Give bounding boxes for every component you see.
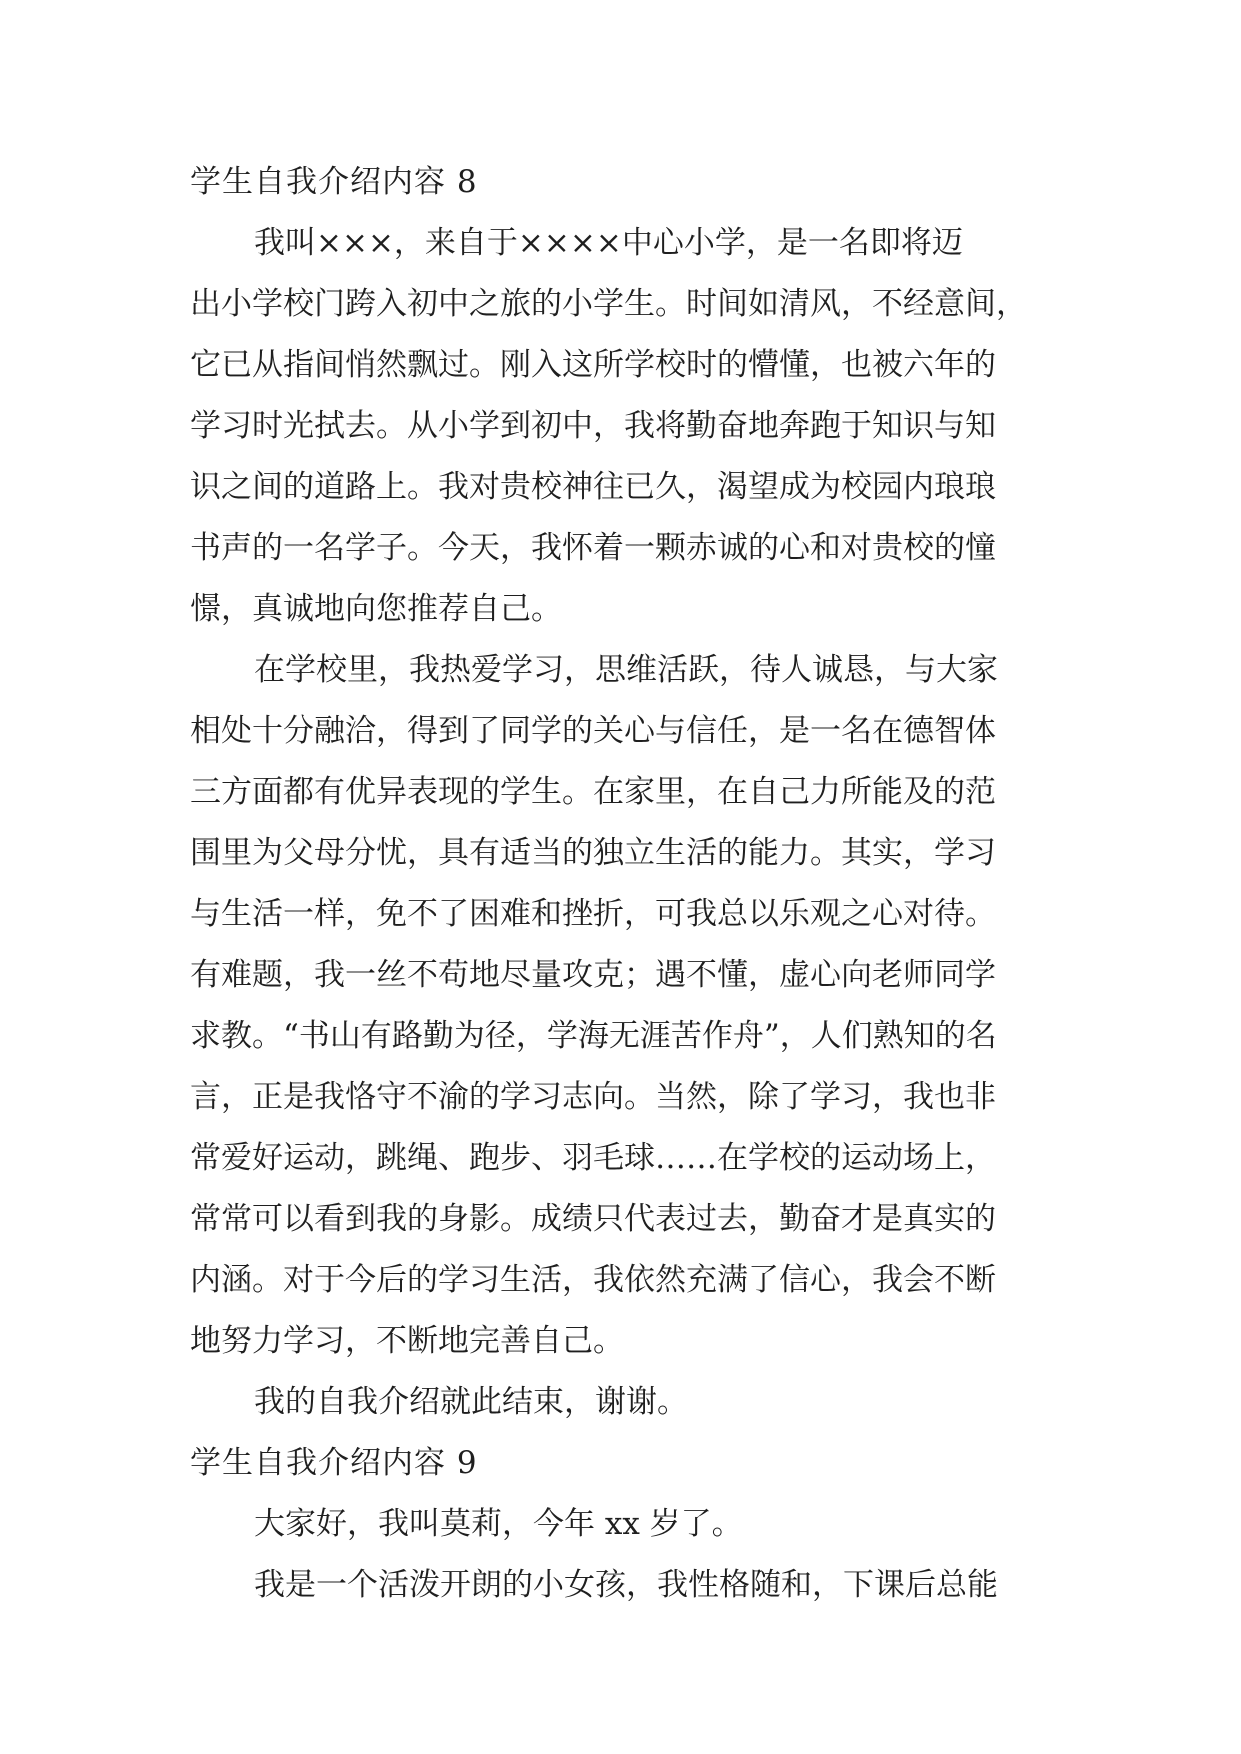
text-line: 与生活一样，免不了困难和挫折，可我总以乐观之心对待。 [190,896,996,932]
section-9-paragraph-1: 大家好，我叫莫莉，今年 xx 岁了。 [254,1506,743,1542]
text-line: 内涵。对于今后的学习生活，我依然充满了信心，我会不断 [190,1262,996,1298]
section-9-paragraph-2: 我是一个活泼开朗的小女孩，我性格随和，下课后总能 [254,1567,998,1603]
text-line: 三方面都有优异表现的学生。在家里，在自己力所能及的范 [190,774,996,810]
text-line: 学习时光拭去。从小学到初中，我将勤奋地奔跑于知识与知 [190,408,996,444]
section-8-paragraph-3: 我的自我介绍就此结束，谢谢。 [254,1384,688,1420]
text-line: 在学校里，我热爱学习，思维活跃，待人诚恳，与大家 [254,652,998,688]
section-heading-9: 学生自我介绍内容 9 [190,1445,478,1481]
text-line: 言，正是我恪守不渝的学习志向。当然，除了学习，我也非 [190,1079,996,1115]
text-line: 书声的一名学子。今天，我怀着一颗赤诚的心和对贵校的憧 [190,530,996,566]
document-body [190,152,1070,1616]
text-line: 常常可以看到我的身影。成绩只代表过去，勤奋才是真实的 [190,1201,996,1237]
text-line: 出小学校门跨入初中之旅的小学生。时间如清风，不经意间， [190,286,1027,322]
text-line: 我叫×××，来自于××××中心小学，是一名即将迈 [254,225,963,261]
text-line: 相处十分融洽，得到了同学的关心与信任，是一名在德智体 [190,713,996,749]
text-line: 求教。“书山有路勤为径，学海无涯苦作舟”，人们熟知的名 [190,1018,997,1054]
section-8-paragraph-1 [190,213,1070,640]
text-line: 识之间的道路上。我对贵校神往已久，渴望成为校园内琅琅 [190,469,996,505]
text-line: 憬，真诚地向您推荐自己。 [190,591,562,627]
text-line: 地努力学习，不断地完善自己。 [190,1323,624,1359]
section-8-paragraph-2 [190,640,1070,1372]
text-line: 它已从指间悄然飘过。刚入这所学校时的懵懂，也被六年的 [190,347,996,383]
text-line: 常爱好运动，跳绳、跑步、羽毛球……在学校的运动场上， [190,1140,996,1176]
text-line: 围里为父母分忧，具有适当的独立生活的能力。其实，学习 [190,835,996,871]
text-line: 有难题，我一丝不苟地尽量攻克；遇不懂，虚心向老师同学 [190,957,996,993]
section-heading-8: 学生自我介绍内容 8 [190,164,478,200]
